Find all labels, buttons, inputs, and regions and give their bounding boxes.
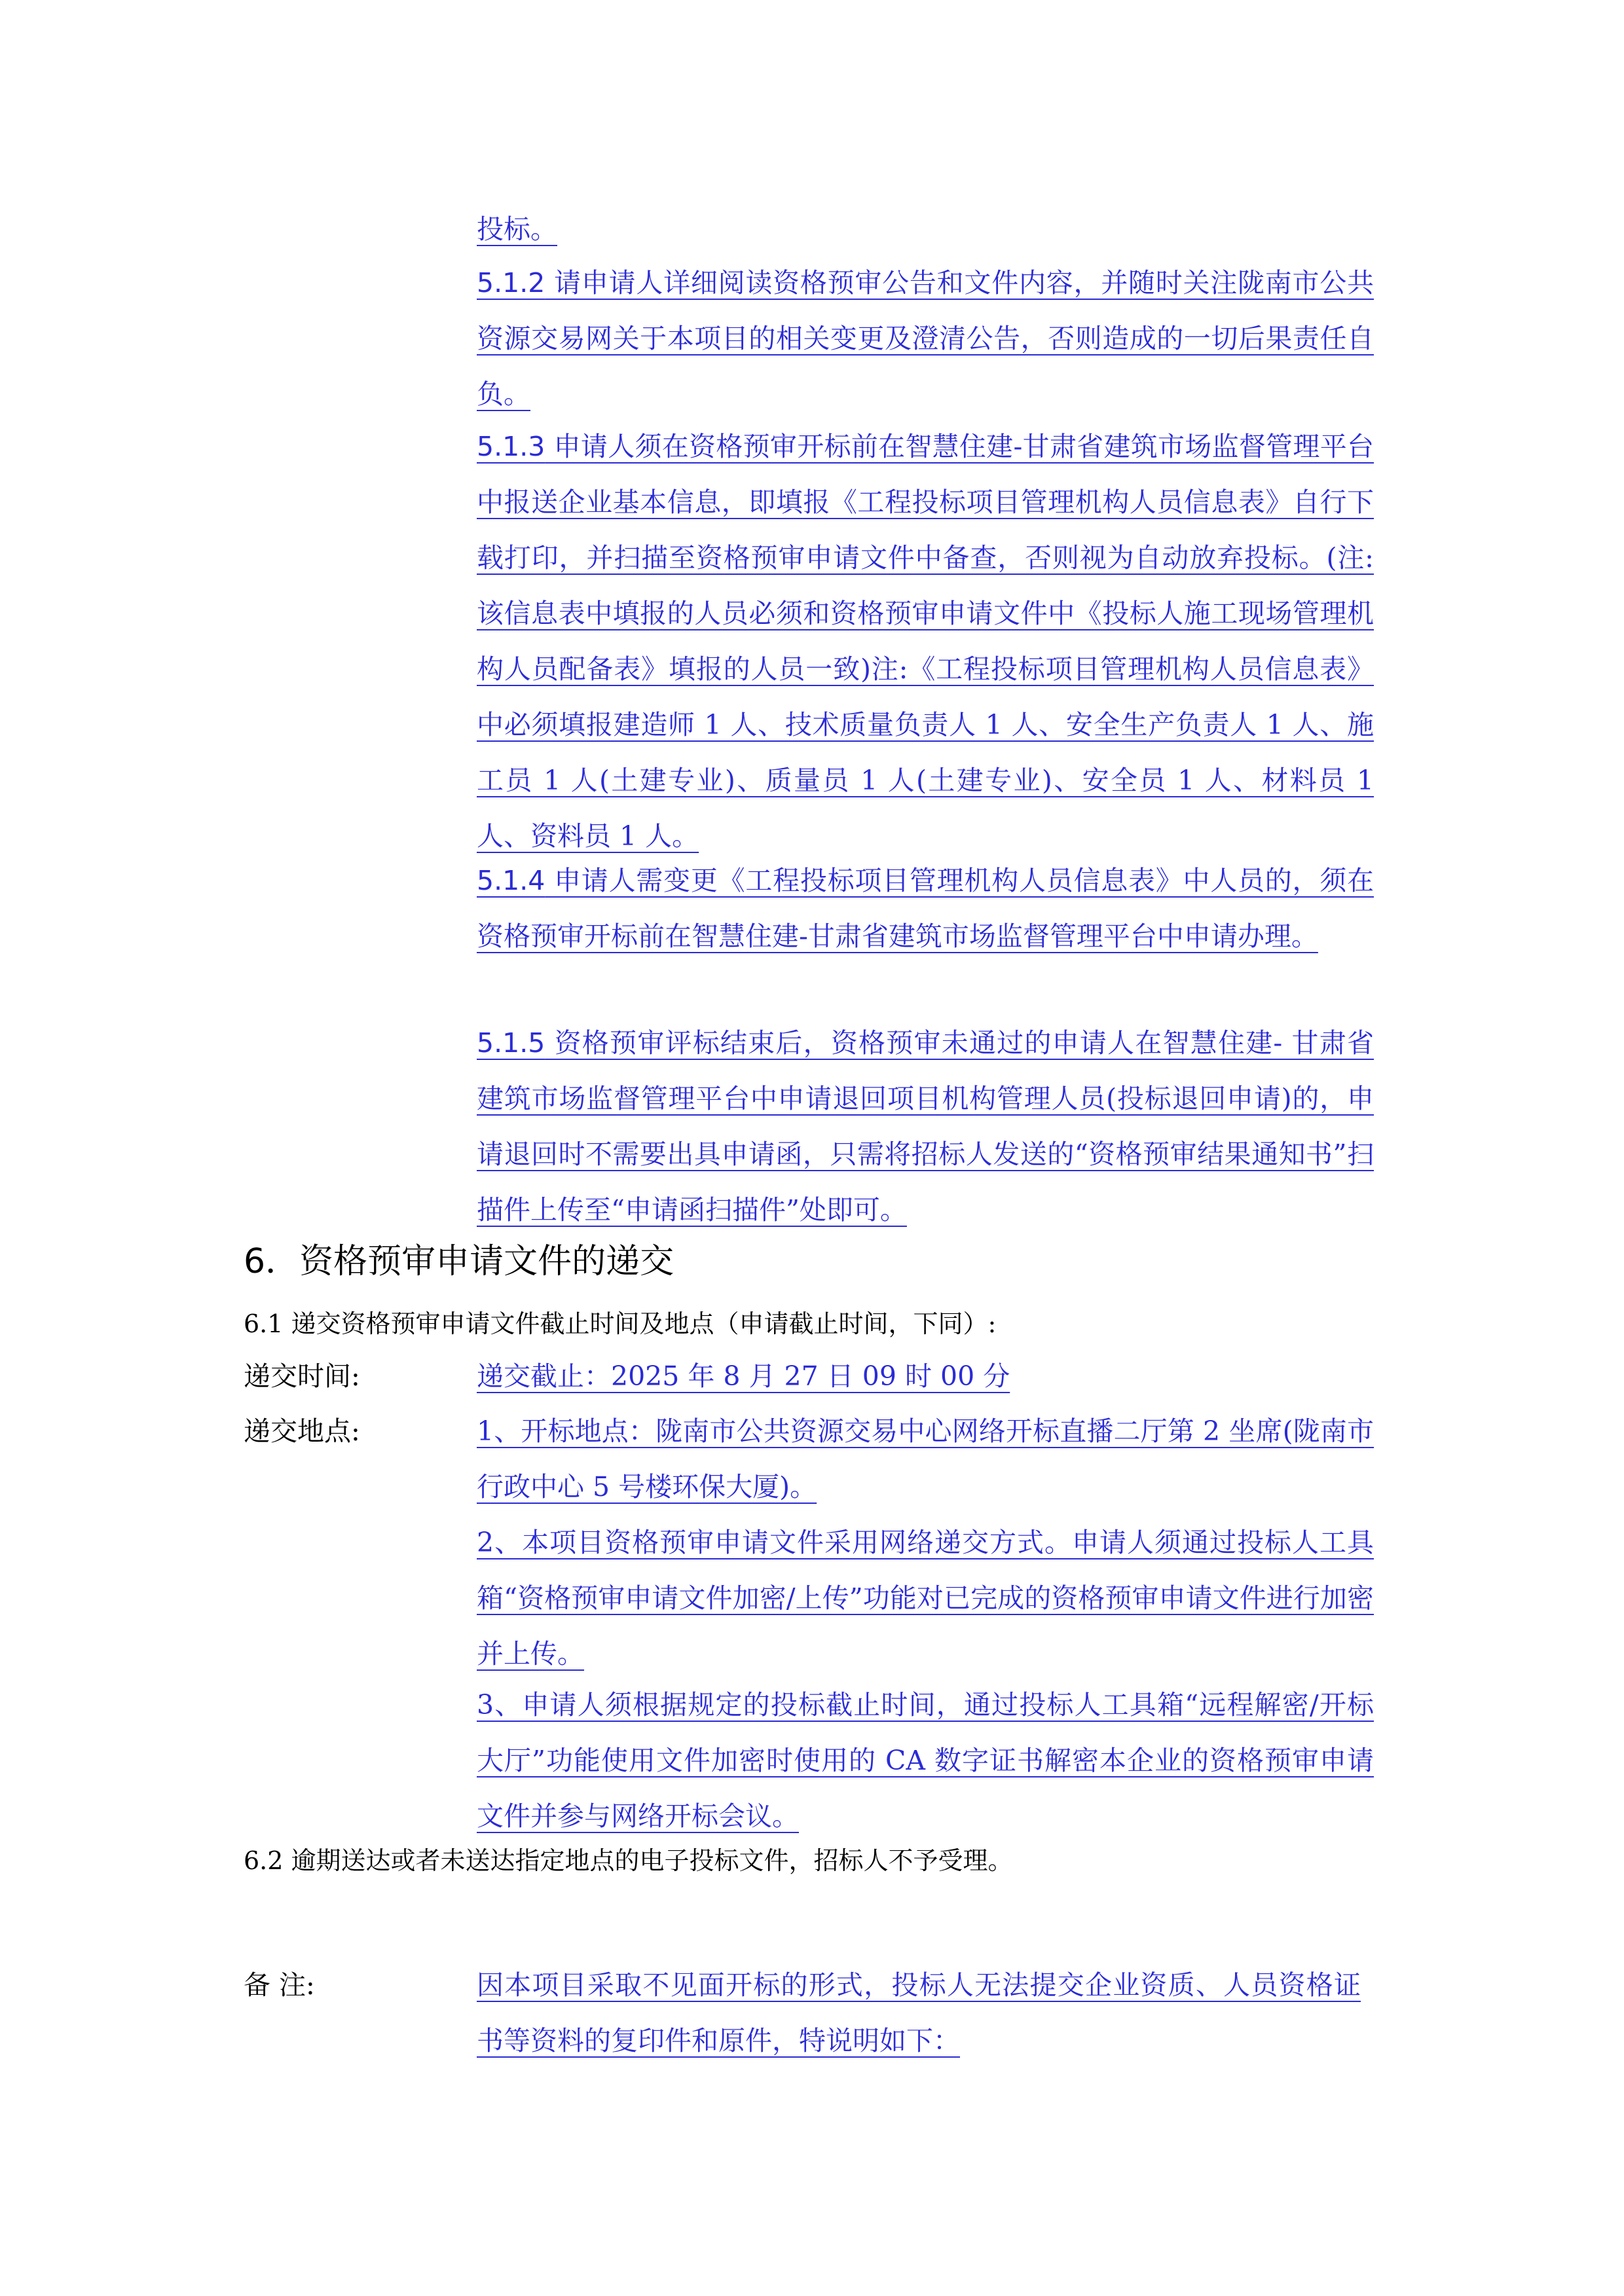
clause-5-1-5-text: 资格预审评标结束后，资格预审未通过的申请人在智慧住建- 甘肃省建筑市场监督管理平台中申请退回项目机构管理人员(投标退回申请)的，申请退回时不需要出具申请函，只需将招标人发送的“资格预审结果通知书”扫描件上传至“申请函扫描件”处即可。 <box>477 1027 1374 1226</box>
clause-5-1-4 <box>477 853 1374 964</box>
submission-place-item-3 <box>477 1677 1374 1844</box>
remark-text: 因本项目采取不见面开标的形式，投标人无法提交企业资质、人员资格证书等资料的复印件和原件，特说明如下： <box>477 1969 1361 2056</box>
submission-place-item-3-text: 3、申请人须根据规定的投标截止时间，通过投标人工具箱“远程解密/开标大厅”功能使用文件加密时使用的 CA 数字证书解密本企业的资格预审申请文件并参与网络开标会议。 <box>477 1689 1374 1832</box>
clause-5-1-2 <box>477 255 1374 422</box>
paragraph-tail-text: 投标。 <box>477 213 557 245</box>
clause-5-1-5-number: 5.1.5 <box>477 1027 545 1059</box>
submission-time-label: 递交时间: <box>244 1360 360 1392</box>
submission-place-item-2-text: 2、本项目资格预审申请文件采用网络递交方式。申请人须通过投标人工具箱“资格预审申请文件加密/上传”功能对已完成的资格预审申请文件进行加密并上传。 <box>477 1527 1374 1669</box>
submission-time-value <box>477 1349 1010 1404</box>
clause-5-1-4-number: 5.1.4 <box>477 865 545 896</box>
clause-5-1-4-text: 申请人需变更《工程投标项目管理机构人员信息表》中人员的，须在资格预审开标前在智慧住建-甘肃省建筑市场监督管理平台中申请办理。 <box>477 865 1374 952</box>
submission-place-label: 递交地点: <box>244 1415 360 1447</box>
clause-5-1-5 <box>477 1015 1374 1238</box>
clause-6-1: 6.1 递交资格预审申请文件截止时间及地点（申请截止时间，下同）: <box>244 1309 997 1338</box>
submission-place-item-1 <box>477 1404 1374 1515</box>
clause-5-1-3-number: 5.1.3 <box>477 431 545 462</box>
clause-5-1-3-text: 申请人须在资格预审开标前在智慧住建-甘肃省建筑市场监督管理平台中报送企业基本信息，即填报《工程投标项目管理机构人员信息表》自行下载打印，并扫描至资格预审申请文件中备查，否则视为自动放弃投标。(注:该信息表中填报的人员必须和资格预审申请文件中《投标人施工现场管理机构人员配备表》填报的人员一致)注:《工程投标项目管理机构人员信息表》中必须填报建造师 1 人、技术质量负责人 1 人、安全生产负责人 1 人、施工员 1 人(土建专业)、质量员 1 人(土建专业)、安全员 1 人、材料员 1 人、资料员 1 人。 <box>477 431 1374 852</box>
submission-place-item-1-text: 1、开标地点：陇南市公共资源交易中心网络开标直播二厅第 2 坐席(陇南市行政中心 5 号楼环保大厦)。 <box>477 1415 1374 1503</box>
remark-label: 备 注: <box>244 1969 315 2001</box>
clause-5-1-3 <box>477 419 1374 864</box>
submission-time-text: 递交截止：2025 年 8 月 27 日 09 时 00 分 <box>477 1360 1010 1392</box>
clause-5-1-2-number: 5.1.2 <box>477 267 545 299</box>
paragraph-tail <box>477 202 1374 257</box>
remark-text-block <box>477 1958 1361 2069</box>
clause-6-2: 6.2 逾期送达或者未送达指定地点的电子投标文件，招标人不予受理。 <box>244 1846 1013 1875</box>
submission-place-item-2 <box>477 1515 1374 1682</box>
section-6-heading: 6．资格预审申请文件的递交 <box>244 1242 674 1281</box>
clause-5-1-2-text: 请申请人详细阅读资格预审公告和文件内容，并随时关注陇南市公共资源交易网关于本项目的相关变更及澄清公告，否则造成的一切后果责任自负。 <box>477 267 1374 410</box>
